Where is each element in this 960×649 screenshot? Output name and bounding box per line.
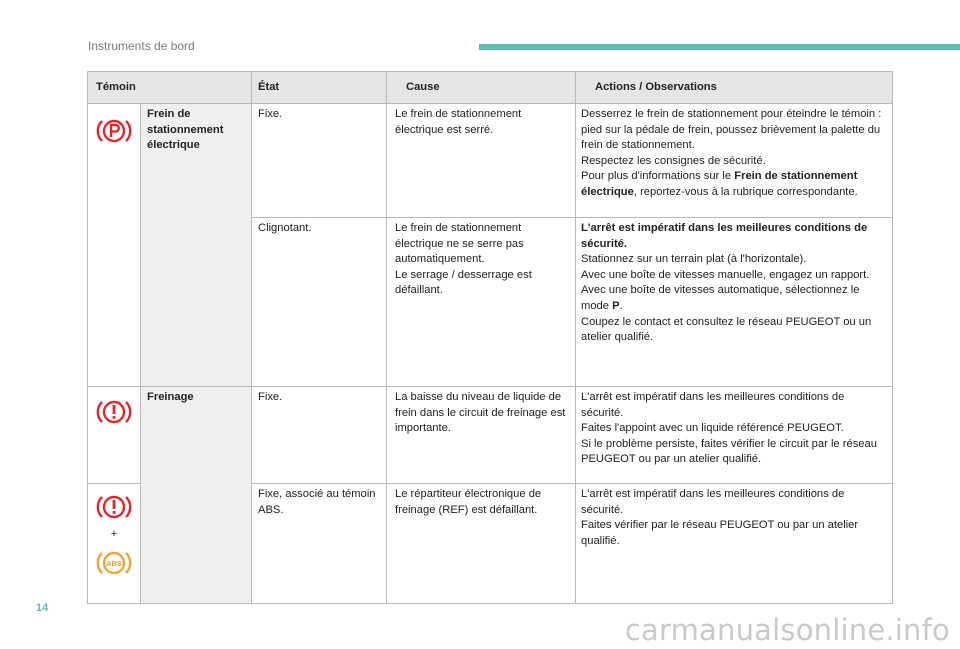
brake-warning-icon [96,398,132,426]
cause-cell: La baisse du niveau de liquide de frein dans le circuit de freinage est importante. [387,387,576,484]
column-header-actions: Actions / Observations [576,72,893,104]
braking-icon-cell [88,387,141,484]
column-header-cause: Cause [387,72,576,104]
action-text: Desserrez le frein de stationnement pour éteindre le témoin : pied sur la pédale de frein, poussez brièvement la palette du frein de stationnement. [581,108,882,152]
header-accent-bar [479,44,960,50]
column-header-temoin: Témoin [88,72,252,104]
action-cell: L'arrêt est impératif dans les meilleures conditions de sécurité. Faites vérifier par le réseau PEUGEOT ou par un atelier qualifié. [576,484,893,604]
brake-warning-icon [96,493,132,521]
watermark: carmanualsonline.info [624,613,950,647]
abs-icon-label: ABS [106,558,122,568]
action-cell: L'arrêt est impératif dans les meilleures conditions de sécurité. Faites l'appoint avec un liquide référencé PEUGEOT. Si le problème persiste, faites vérifier le circuit par le réseau PEUGEOT ou par un atelier qualifié. [576,387,893,484]
action-text: Pour plus d'informations sur le Frein de stationnement électrique, reportez-vous à la rubrique correspondante. [581,170,858,198]
action-text: Respectez les consignes de sécurité. [581,154,766,167]
parking-brake-warning-icon [96,117,132,145]
plus-sign: + [110,528,118,540]
braking-name: Freinage [141,387,252,604]
parking-brake-icon-cell [88,104,141,387]
warning-lights-table [87,71,893,604]
table-header-row [88,72,893,104]
state-cell: Clignotant. [252,218,387,387]
abs-warning-icon [96,549,132,577]
page-number: 14 [36,602,49,614]
state-cell: Fixe. [252,387,387,484]
parking-brake-name: Frein de stationnement électrique [141,104,252,387]
state-cell: Fixe. [252,104,387,218]
table-row [88,387,893,484]
table-row [88,104,893,218]
brake-abs-icon-cell [88,484,141,604]
cause-cell: Le frein de stationnement électrique ne se serre pas automatiquement. Le serrage / desserrage est défaillant. [387,218,576,387]
action-cell [576,104,893,218]
section-title: Instruments de bord [88,39,195,53]
cause-cell: Le frein de stationnement électrique est serré. [387,104,576,218]
state-cell: Fixe, associé au témoin ABS. [252,484,387,604]
cause-cell: Le répartiteur électronique de freinage (REF) est défaillant. [387,484,576,604]
action-cell: L'arrêt est impératif dans les meilleures conditions de sécurité. Stationnez sur un terrain plat (à l'horizontale). Avec une boîte de vitesses manuelle, engagez un rapport. Avec une boîte de vitesses automatique, sélectionnez le mode P. Coupez le contact et consultez le réseau PEUGEOT ou un atelier qualifié. [576,218,893,387]
action-warning: L'arrêt est impératif dans les meilleures conditions de sécurité. [581,222,868,250]
column-header-etat: État [252,72,387,104]
